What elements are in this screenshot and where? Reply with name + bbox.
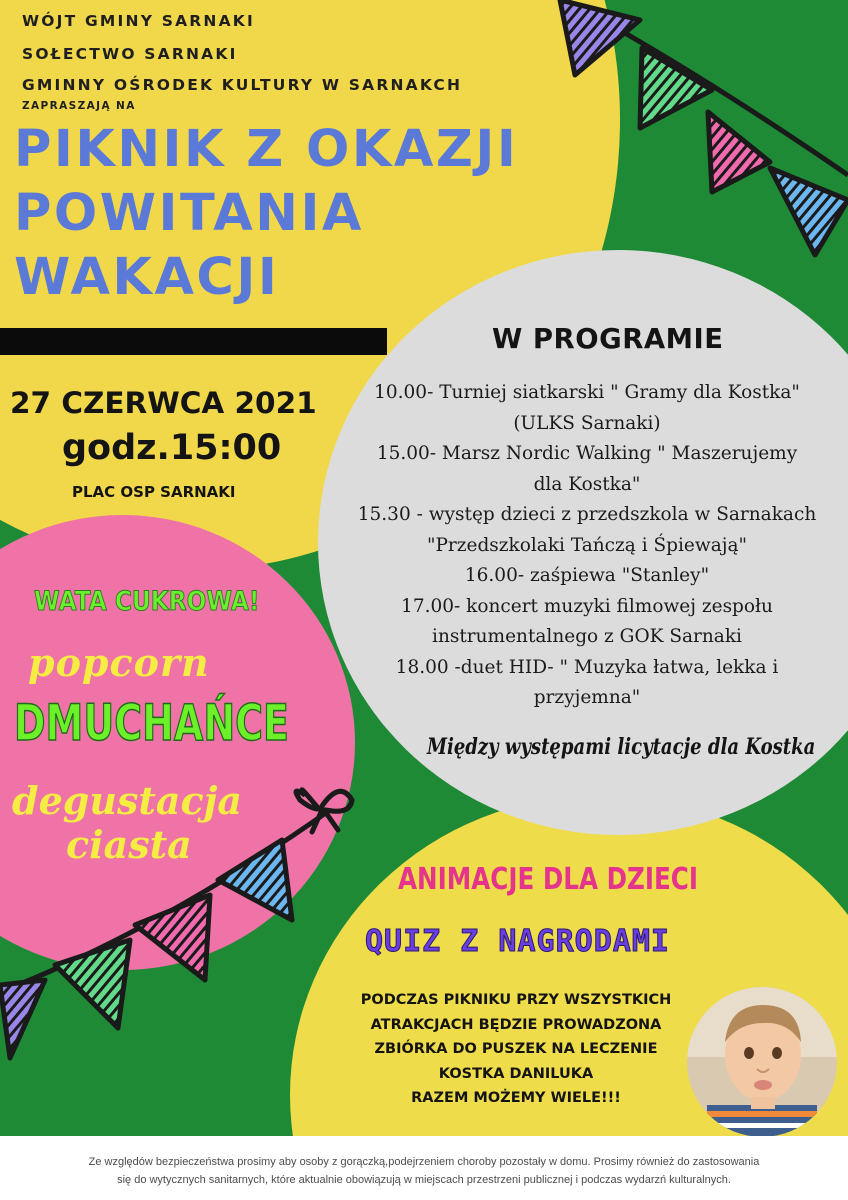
fundraising-notice bbox=[326, 988, 706, 1111]
title-line-2: POWITANIA bbox=[14, 184, 364, 243]
notice-line: ATRAKCJACH BĘDZIE PROWADZONA bbox=[370, 1016, 662, 1033]
program-line: 18.00 -duet HID- " Muzyka łatwa, lekka i bbox=[395, 656, 779, 678]
program-line: dla Kostka" bbox=[533, 473, 641, 495]
attraction-cotton-candy: WATA CUKROWA! bbox=[34, 586, 260, 617]
child-portrait-icon bbox=[687, 987, 837, 1137]
event-hour: godz.15:00 bbox=[62, 428, 282, 468]
title-line-1: PIKNIK Z OKAZJI bbox=[14, 120, 519, 179]
program-line: (ULKS Sarnaki) bbox=[513, 412, 661, 434]
program-heading: W PROGRAMIE bbox=[492, 323, 724, 355]
notice-line: RAZEM MOŻEMY WIELE!!! bbox=[411, 1090, 621, 1106]
program-line: 15.30 - występ dzieci z przedszkola w Sarnakach bbox=[357, 504, 817, 525]
child-photo bbox=[687, 987, 837, 1137]
program-line: przyjemna" bbox=[533, 687, 641, 708]
notice-line: KOSTKA DANILUKA bbox=[438, 1065, 594, 1082]
program-line: 15.00- Marsz Nordic Walking " Maszerujemy bbox=[376, 443, 798, 464]
attraction-popcorn: popcorn bbox=[28, 640, 210, 685]
attraction-cakes: ciasta bbox=[66, 822, 192, 867]
divider-bar bbox=[0, 328, 387, 355]
program-line: 10.00- Turniej siatkarski " Gramy dla Kostka" bbox=[374, 382, 800, 403]
kids-quiz: QUIZ Z NAGRODAMI bbox=[365, 924, 670, 959]
auction-note: Między występami licytacje dla Kostka bbox=[427, 734, 816, 760]
footer-line: się do wytycznych sanitarnych, które aktualnie obowiązują w miejscach przestrzeni publicznej i podczas wydarzń kulturalnych. bbox=[117, 1174, 731, 1186]
program-line: instrumentalnego z GOK Sarnaki bbox=[432, 626, 742, 647]
footer-line: Ze względów bezpieczeństwa prosimy aby osoby z gorączką,podejrzeniem choroby pozostały w domu. Prosimy również do zastosowania bbox=[88, 1156, 760, 1168]
attraction-tasting: degustacja bbox=[12, 778, 243, 823]
attraction-bouncy-castles: DMUCHAŃCE bbox=[14, 694, 289, 752]
event-place: PLAC OSP SARNAKI bbox=[72, 483, 236, 501]
program-line: 16.00- zaśpiewa "Stanley" bbox=[464, 565, 710, 586]
program-list bbox=[352, 378, 822, 714]
notice-line: ZBIÓRKA DO PUSZEK NA LECZENIE bbox=[374, 1041, 658, 1057]
footer-disclaimer bbox=[10, 1153, 838, 1189]
organizer-line-1: WÓJT GMINY SARNAKI bbox=[22, 12, 255, 30]
organizer-line-3: GMINNY OŚRODEK KULTURY W SARNAKCH bbox=[22, 76, 463, 94]
notice-line: PODCZAS PIKNIKU PRZY WSZYSTKICH bbox=[360, 992, 672, 1008]
invite-text: ZAPRASZAJĄ NA bbox=[22, 100, 136, 112]
title-line-3: WAKACJI bbox=[14, 248, 280, 307]
kids-animations: ANIMACJE DLA DZIECI bbox=[398, 862, 699, 897]
program-line: 17.00- koncert muzyki filmowej zespołu bbox=[401, 595, 773, 617]
organizer-line-2: SOŁECTWO SARNAKI bbox=[22, 45, 238, 63]
event-date: 27 CZERWCA 2021 bbox=[10, 386, 317, 420]
program-line: "Przedszkolaki Tańczą i Śpiewają" bbox=[426, 534, 748, 556]
